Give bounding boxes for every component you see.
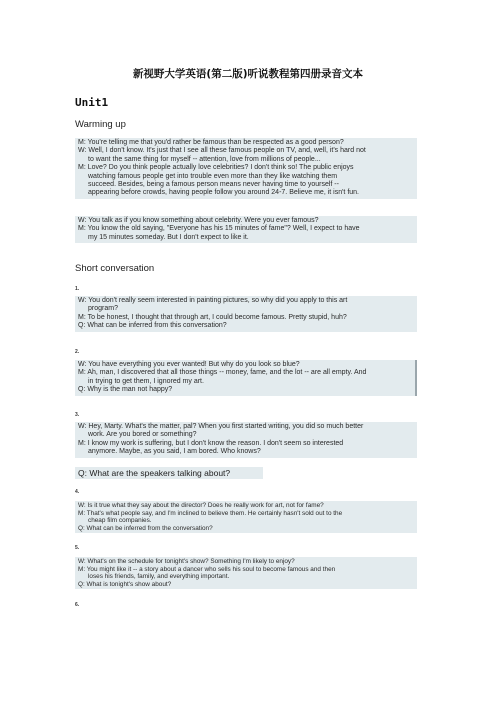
dialogue-line: M: Ah, man, I discovered that all those things -- money, fame, and the lot -- are all empty. And (78, 369, 367, 377)
dialogue-line: M: Love? Do you think people actually love celebrities? I don't think so! The public enjoys (78, 164, 354, 172)
dialogue-line: W: Well, I don't know. It's just that I see all these famous people on TV, and, well, it's hard not (78, 147, 366, 155)
dialogue-line: Q: What can be inferred from this conversation? (78, 322, 227, 330)
section-title-short-conversation: Short conversation (75, 263, 155, 274)
dialogue-line: W: Hey, Marty. What's the matter, pal? When you first started writing, you did so much better (78, 423, 364, 430)
conversation-3-question: Q: What are the speakers talking about? (75, 467, 263, 479)
dialogue-line: W: You talk as if you know something about celebrity. Were you ever famous? (78, 217, 319, 224)
item-number-6: 6. (75, 602, 80, 608)
dialogue-line: Q: Why is the man not happy? (78, 386, 173, 394)
conversation-box-1 (75, 296, 417, 332)
dialogue-line: M: You know the old saying, "Everyone has his 15 minutes of fame"? Well, I expect to have (78, 225, 360, 233)
dialogue-line: W: What's on the schedule for tonight's show? Something I'm likely to enjoy? (78, 558, 295, 565)
item-number-1: 1. (75, 286, 80, 292)
unit-title: Unit1 (75, 96, 109, 109)
document-title: 新视野大学英语(第二版)听说教程第四册录音文本 (132, 68, 364, 80)
dialogue-line: appearing before crowds, having people follow you around 24-7. Believe me, it isn't fun. (88, 189, 360, 197)
dialogue-line: W: You have everything you ever wanted! But why do you look so blue? (78, 361, 300, 368)
warming-up-dialogue-box-2 (75, 216, 417, 243)
dialogue-line: program? (88, 305, 118, 313)
item-number-5: 5. (75, 545, 80, 551)
conversation-box-4 (75, 501, 417, 533)
dialogue-line: M: You're telling me that you'd rather be famous than be respected as a good person? (78, 139, 344, 146)
warming-up-dialogue-box-1 (75, 138, 417, 199)
item-number-3: 3. (75, 412, 80, 418)
dialogue-line: watching famous people get into trouble even more than they like watching them (88, 172, 338, 180)
dialogue-line: succeed. Besides, being a famous person means never having time to yourself -- (88, 181, 339, 189)
dialogue-line: M: You might like it -- a story about a dancer who sells his soul to become famous and then (78, 565, 336, 573)
dialogue-line: Q: What can be inferred from the conversation? (78, 524, 213, 532)
conversation-box-5 (75, 557, 417, 589)
dialogue-line: my 15 minutes someday. But I don't expect to like it. (88, 233, 249, 241)
dialogue-line: to want the same thing for myself -- attention, love from millions of people... (88, 155, 321, 163)
section-title-warming-up: Warming up (75, 119, 126, 130)
dialogue-line: in trying to get them, I ignored my art. (88, 377, 204, 385)
dialogue-line: W: You don't really seem interested in painting pictures, so why did you apply to this art (78, 297, 348, 304)
dialogue-line: anymore. Maybe, as you said, I am bored. Who knows? (88, 448, 261, 456)
dialogue-line: cheap film companies. (88, 517, 152, 525)
dialogue-line: M: I know my work is suffering, but I don't know the reason. I don't seem so interested (78, 439, 344, 447)
dialogue-line: M: That's what people say, and I'm inclined to believe them. He certainly hasn't sold out to the (78, 509, 343, 517)
item-number-2: 2. (75, 349, 80, 355)
conversation-box-3 (75, 422, 417, 458)
dialogue-line: work. Are you bored or something? (88, 431, 197, 439)
conversation-box-2 (75, 360, 417, 396)
dialogue-line: loses his friends, family, and everything important. (88, 573, 230, 581)
dialogue-line: M: To be honest, I thought that through art, I could become famous. Pretty stupid, huh? (78, 313, 347, 321)
item-number-4: 4. (75, 489, 80, 495)
dialogue-line: W: Is it true what they say about the director? Does he really work for art, not for fame? (78, 502, 324, 509)
dialogue-line: Q: What is tonight's show about? (78, 580, 172, 588)
